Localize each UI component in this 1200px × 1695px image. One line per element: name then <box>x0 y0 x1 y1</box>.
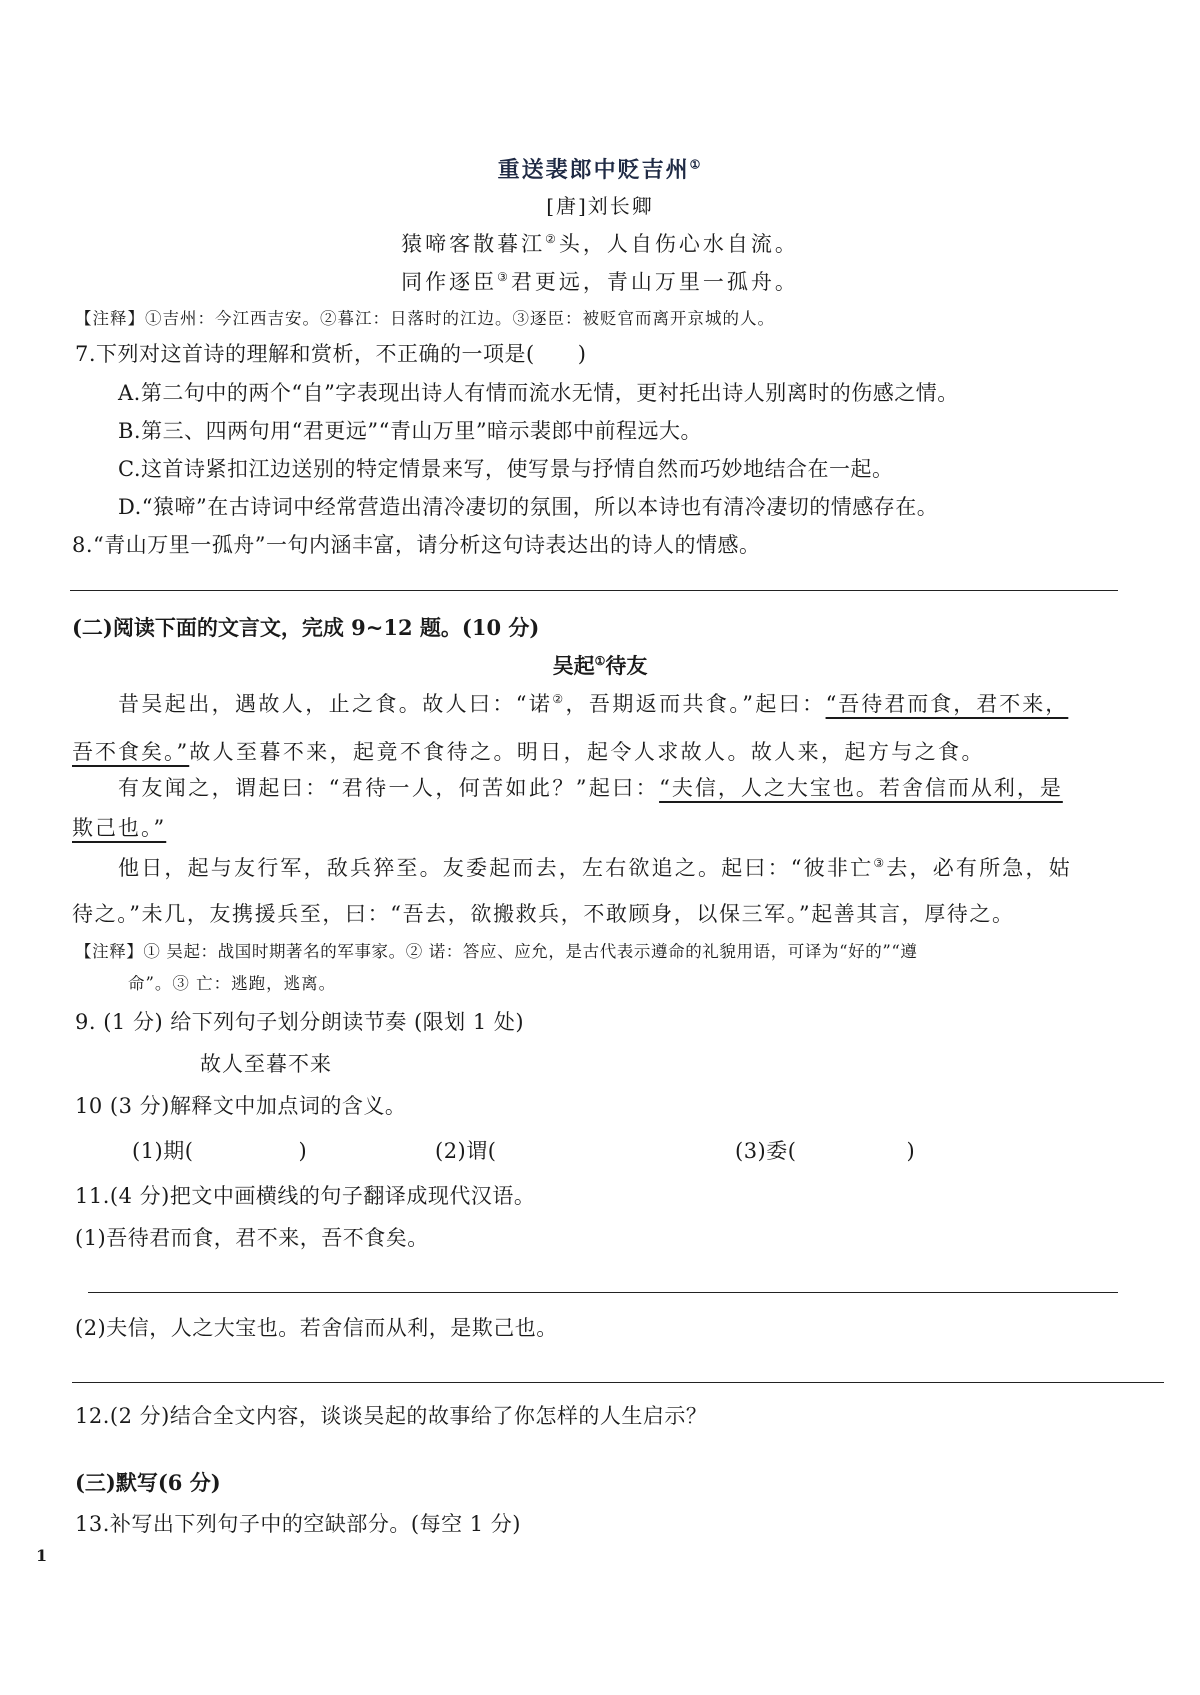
classical-text-p3-line1: 他日，起与友行军，敌兵猝至。友委起而去，左右欲追之。起曰：“彼非亡③去，必有所急，姑 <box>118 856 1072 880</box>
classical-text-p2-line2 <box>72 812 166 842</box>
question-10-item-2: (2)谓( <box>435 1139 497 1163</box>
classical-text-p1-line1: 昔吴起出，遇故人，止之食。故人曰：“诺②，吾期返而共食。”起曰：“吾待君而食，君不来， <box>118 692 1069 716</box>
question-11-sentence-1: (1)吾待君而食，君不来，吾不食矣。 <box>75 1226 429 1250</box>
page-number: 1 <box>36 1546 48 1565</box>
question-10-item-3: (3)委( ) <box>735 1139 916 1163</box>
classical-text-notes-2: 命”。③ 亡：逃跑，逃离。 <box>128 974 337 993</box>
poem-line-2: 同作逐臣③君更远，青山万里一孤舟。 <box>401 270 799 294</box>
poem-author: [唐]刘长卿 <box>546 194 654 218</box>
underlined-sentence-2-cont: 欺己也。” <box>72 816 167 840</box>
question-7-option-a: A.第二句中的两个“自”字表现出诗人有情而流水无情，更衬托出诗人别离时的伤感之情。 <box>118 381 959 405</box>
poem-notes: 【注释】①吉州：今江西吉安。②暮江：日落时的江边。③逐臣：被贬官而离开京城的人。 <box>75 309 775 328</box>
question-10-stem: 10 (3 分)解释文中加点词的含义。 <box>75 1094 407 1118</box>
classical-text-title: 吴起①待友 <box>552 653 648 678</box>
question-11-stem: 11.(4 分)把文中画横线的句子翻译成现代汉语。 <box>75 1184 536 1208</box>
underlined-sentence-1: “吾待君而食，君不来， <box>825 692 1069 716</box>
question-9-sentence: 故人至暮不来 <box>200 1052 332 1076</box>
answer-line-q11-1 <box>88 1292 1118 1293</box>
question-7-option-b: B.第三、四两句用“君更远”“青山万里”暗示裴郎中前程远大。 <box>118 419 703 443</box>
underlined-sentence-1-cont: 吾不食矣。” <box>72 740 190 764</box>
question-7-stem: 7.下列对这首诗的理解和赏析，不正确的一项是( ) <box>75 342 587 366</box>
question-7-option-d: D.“猿啼”在古诗词中经常营造出清冷凄切的氛围，所以本诗也有清冷凄切的情感存在。 <box>118 495 939 519</box>
section-2-heading: (二)阅读下面的文言文，完成 9~12 题。(10 分) <box>72 615 540 640</box>
question-12-stem: 12.(2 分)结合全文内容，谈谈吴起的故事给了你怎样的人生启示？ <box>75 1404 708 1428</box>
section-3-heading: (三)默写(6 分) <box>75 1470 221 1495</box>
classical-text-p2-line1: 有友闻之，谓起曰：“君待一人，何苦如此？”起曰：“夫信，人之大宝也。若舍信而从利，是 <box>118 776 1063 800</box>
question-11-sentence-2: (2)夫信，人之大宝也。若舍信而从利，是欺己也。 <box>75 1316 558 1340</box>
question-10-item-1: (1)期( ) <box>132 1139 308 1163</box>
question-13-stem: 13.补写出下列句子中的空缺部分。(每空 1 分) <box>75 1512 521 1536</box>
question-9-stem: 9. (1 分) 给下列句子划分朗读节奏 (限划 1 处) <box>75 1010 525 1034</box>
classical-text-p3-line2: 待之。”未几，友携援兵至，曰：“吾去，欲搬救兵，不敢顾身，以保三军。”起善其言，厚待之。 <box>72 902 1015 926</box>
classical-text-notes-1: 【注释】① 吴起：战国时期著名的军事家。② 诺：答应、应允，是古代表示遵命的礼貌用语，可译为“好的”“遵 <box>75 942 918 961</box>
answer-line-q11-2 <box>72 1382 1164 1383</box>
answer-line-q8 <box>70 590 1118 591</box>
poem-title: 重送裴郎中贬吉州① <box>497 157 703 183</box>
question-7-option-c: C.这首诗紧扣江边送别的特定情景来写，使写景与抒情自然而巧妙地结合在一起。 <box>118 457 894 481</box>
poem-line-1: 猿啼客散暮江②头，人自伤心水自流。 <box>401 232 799 256</box>
question-8-stem: 8.“青山万里一孤舟”一句内涵丰富，请分析这句诗表达出的诗人的情感。 <box>72 533 761 557</box>
underlined-sentence-2: “夫信，人之大宝也。若舍信而从利，是 <box>659 776 1063 800</box>
classical-text-p1-line2: 吾不食矣。”故人至暮不来，起竟不食待之。明日，起令人求故人。故人来，起方与之食。 <box>72 740 985 764</box>
